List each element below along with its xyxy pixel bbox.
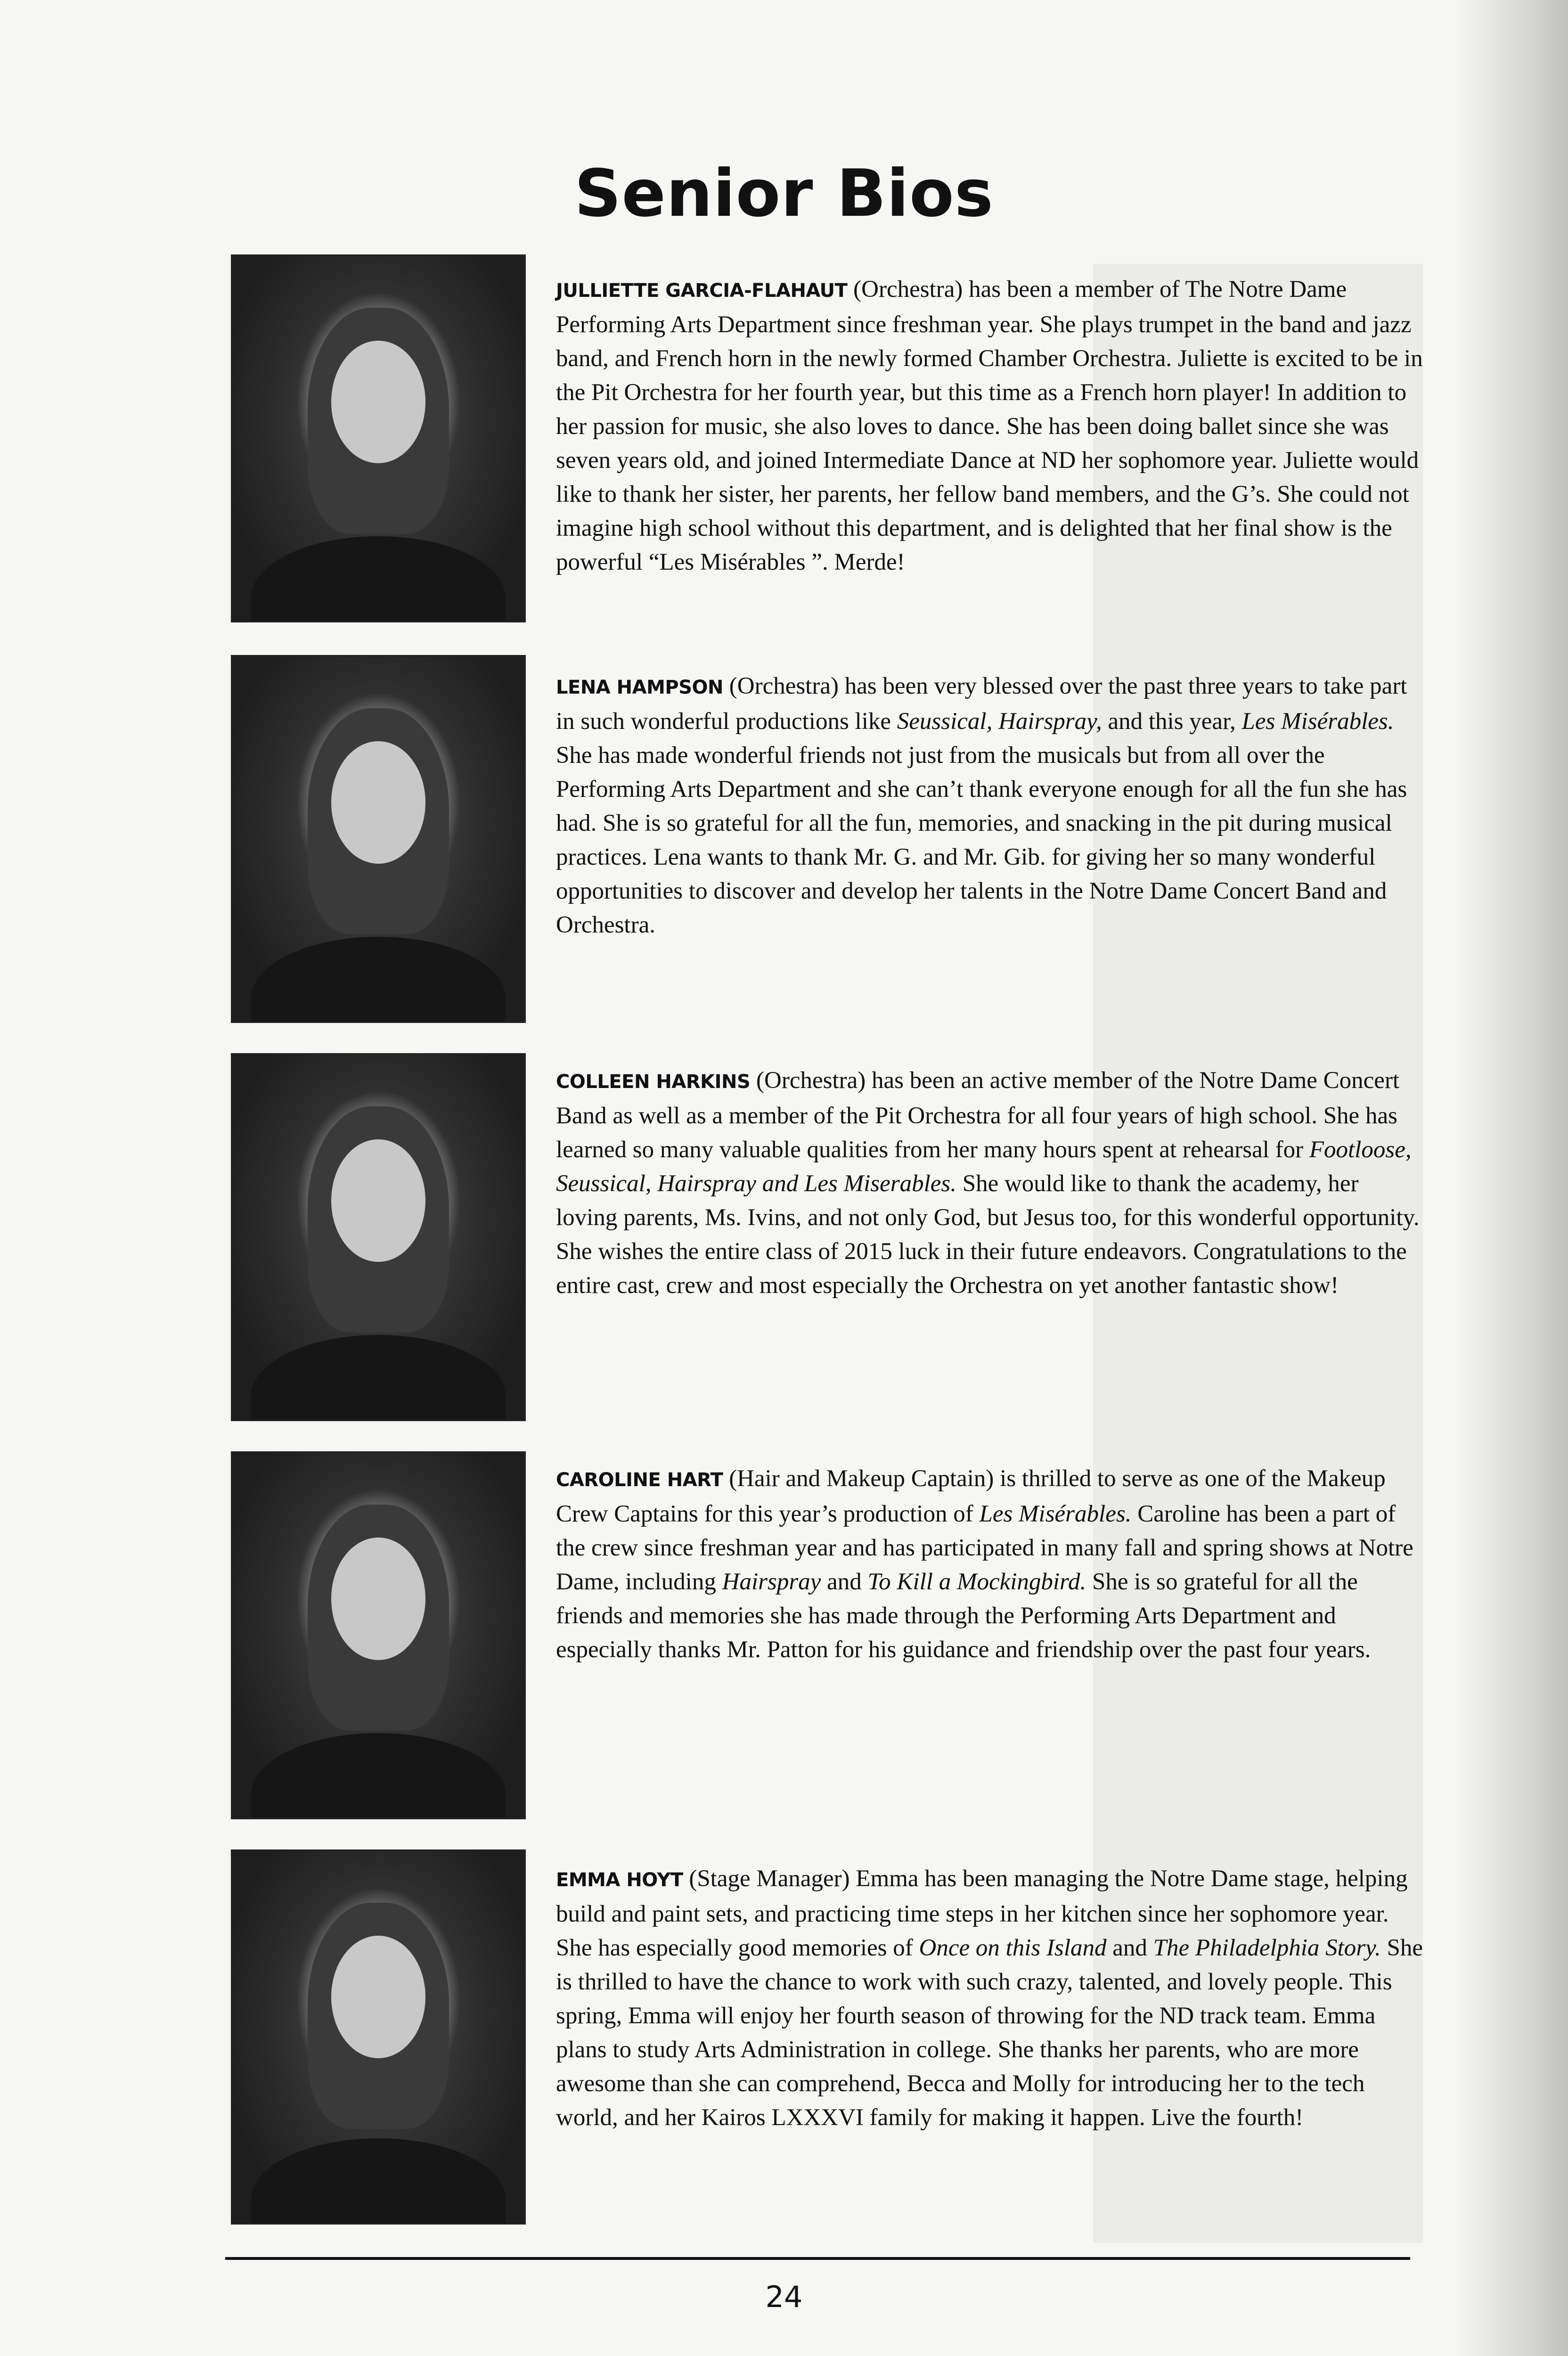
- student-name: CAROLINE HART: [556, 1469, 723, 1491]
- bio-segment: and: [1106, 1935, 1153, 1961]
- italic-title: Les Misérables.: [1241, 708, 1394, 735]
- portrait-photo: [231, 254, 526, 622]
- shoulders-shape: [251, 937, 506, 1023]
- portrait-photo: [231, 1053, 526, 1421]
- bio-body: [556, 276, 1423, 575]
- student-name: COLLEEN HARKINS: [556, 1071, 751, 1093]
- face-shape: [331, 1936, 425, 2058]
- student-name: LENA HAMPSON: [556, 677, 724, 698]
- face-shape: [331, 1538, 425, 1660]
- bio-segment: She has made wonderful friends not just from the musicals but from all over the Performing Arts Department and she can’t thank everyone enough for all the fun she has had. She is so grateful for all the fun, memories, and snacking in the pit during musical practices. Lena wants to thank Mr. G. and Mr. Gib. for giving her so many wonderful opportunities to discover and develop her talents in the Notre Dame Concert Band and Orchestra.: [556, 742, 1407, 938]
- bio-body: [556, 1067, 1420, 1299]
- bio-text: [556, 1063, 1423, 1302]
- bio-text: [556, 669, 1423, 942]
- italic-title: Hairspray: [722, 1569, 821, 1595]
- bio-segment: (Orchestra) has been a member of The Notre Dame Performing Arts Department since freshman year. She plays trumpet in the band and jazz band, and French horn in the newly formed Chamber Orchestra. Juliette is excited to be in the Pit Orchestra for her fourth year, but this time as a French horn player! In addition to her passion for music, she also loves to dance. She has been doing ballet since she was seven years old, and joined Intermediate Dance at ND her sophomore year. Juliette would like to thank her sister, her parents, her fellow band members, and the G’s. She could not imagine high school without this department, and is delighted that her final show is the powerful “Les Misérables ”. Merde!: [556, 276, 1423, 575]
- bio-segment: She would like to thank the academy, her loving parents, Ms. Ivins, and not only God, but Jesus too, for this wonderful opportunity. She wishes the entire class of 2015 luck in their future endeavors. Congratulations to the entire cast, crew and most especially the Orchestra on yet another fantastic show!: [556, 1170, 1420, 1299]
- page-title: Senior Bios: [574, 155, 994, 231]
- bio-segment: (Orchestra) has been very blessed over the past three years to take part in such wonderful productions like: [556, 673, 1407, 735]
- bio-body: [556, 1465, 1413, 1663]
- student-name: JULLIETTE GARCIA-FLAHAUT: [556, 280, 848, 302]
- italic-title: Once on this Island: [919, 1935, 1107, 1961]
- italic-title: The Philadelphia Story.: [1153, 1935, 1381, 1961]
- footer-rule: [225, 2257, 1410, 2260]
- page-number: 24: [765, 2280, 803, 2314]
- portrait-photo: [231, 655, 526, 1023]
- shoulders-shape: [251, 1733, 506, 1819]
- bio-segment: Caroline has been a part of the crew since freshman year and has participated in many fall and spring shows at Notre Dame, including: [556, 1501, 1413, 1595]
- bio-segment: (Orchestra) has been an active member of the Notre Dame Concert Band as well as a member of the Pit Orchestra for all four years of high school. She has learned so many valuable qualities from her many hours spent at rehearsal for: [556, 1067, 1400, 1163]
- italic-title: To Kill a Mockingbird.: [867, 1569, 1086, 1595]
- bio-segment: She is so grateful for all the friends and memories she has made through the Performing Arts Department and especially thanks Mr. Patton for his guidance and friendship over the past four years.: [556, 1569, 1371, 1663]
- bio-body: [556, 1865, 1423, 2131]
- shoulders-shape: [251, 1335, 506, 1421]
- bio-segment: and: [821, 1569, 868, 1595]
- face-shape: [331, 741, 425, 864]
- italic-title: Seussical, Hairspray,: [897, 708, 1102, 735]
- bio-text: [556, 1462, 1423, 1667]
- bio-segment: She is thrilled to have the chance to work with such crazy, talented, and lovely people. This spring, Emma will enjoy her fourth season of throwing for the ND track team. Emma plans to study Arts Administration in college. She thanks her parents, who are more awesome than she can comprehend, Becca and Molly for introducing her to the tech world, and her Kairos LXXXVI family for making it happen. Live the fourth!: [556, 1935, 1423, 2131]
- shoulders-shape: [251, 536, 506, 622]
- face-shape: [331, 341, 425, 463]
- italic-title: Footloose, Seussical, Hairspray and Les Miserables.: [556, 1137, 1412, 1197]
- student-name: EMMA HOYT: [556, 1869, 683, 1891]
- bio-segment: and this year,: [1102, 708, 1242, 735]
- bio-body: [556, 673, 1407, 938]
- italic-title: Les Misérables.: [979, 1501, 1132, 1527]
- bio-text: [556, 1862, 1423, 2135]
- bio-segment: (Hair and Makeup Captain) is thrilled to serve as one of the Makeup Crew Captains for this year’s production of: [556, 1465, 1386, 1527]
- bio-text: [556, 272, 1423, 579]
- binding-shadow: [1455, 0, 1568, 2356]
- portrait-photo: [231, 1849, 526, 2225]
- shoulders-shape: [251, 2138, 506, 2225]
- face-shape: [331, 1139, 425, 1262]
- bio-segment: (Stage Manager) Emma has been managing the Notre Dame stage, helping build and paint sets, and practicing time steps in her kitchen since her sophomore year. She has especially good memories of: [556, 1865, 1408, 1961]
- portrait-photo: [231, 1451, 526, 1819]
